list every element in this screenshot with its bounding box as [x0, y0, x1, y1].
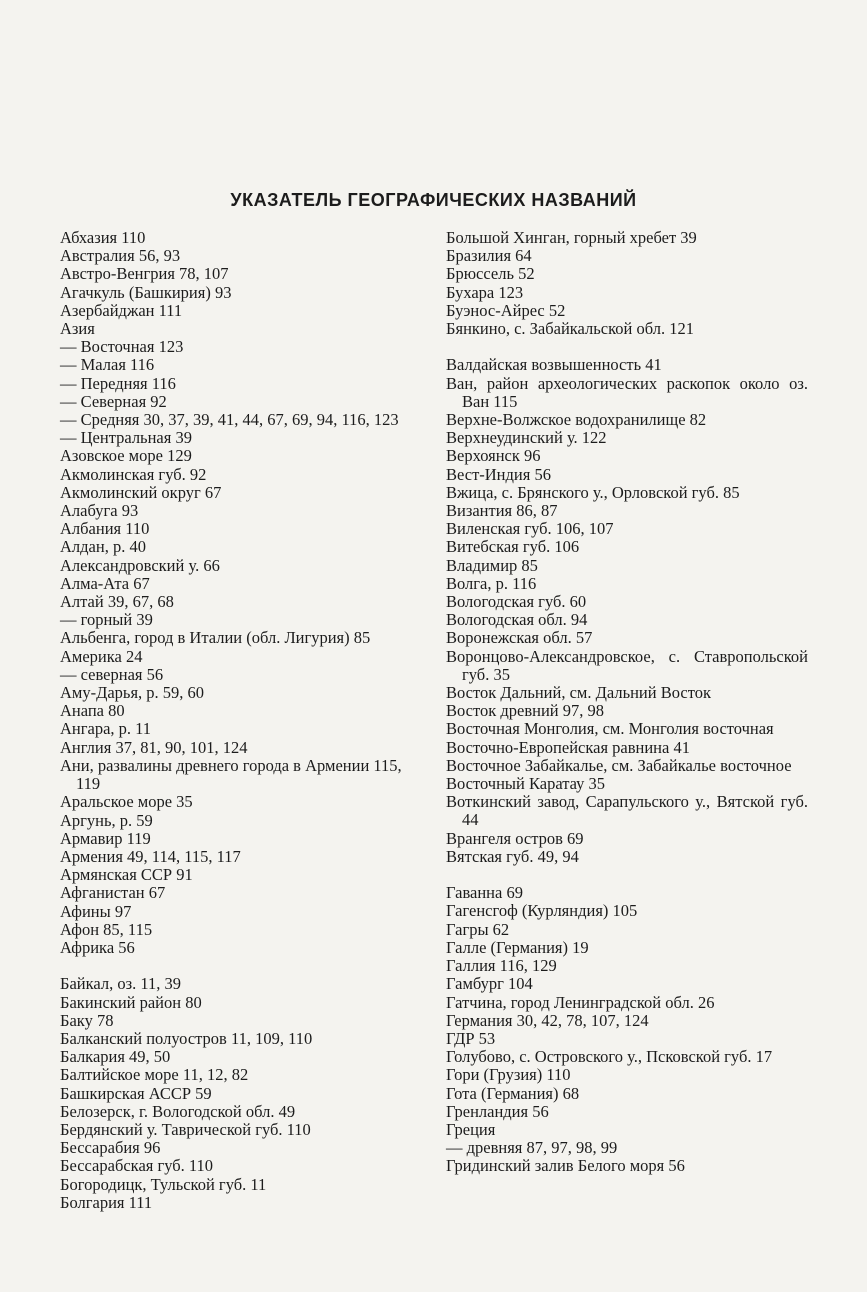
index-entry: Азербайджан 111	[60, 300, 183, 320]
index-entry: Гори (Грузия) 110	[446, 1065, 571, 1085]
index-entry: Владимир 85	[446, 555, 538, 575]
index-entry: — Восточная 123	[60, 337, 184, 357]
index-entry: Болгария 111	[60, 1192, 153, 1212]
index-entry: Верхнеудинский у. 122	[446, 428, 607, 448]
index-column-right	[446, 229, 808, 1176]
index-entry: Бессарабская губ. 110	[60, 1156, 214, 1176]
index-entry: Большой Хинган, горный хребет 39	[446, 228, 697, 247]
index-entry: Голубово, с. Островского у., Псковской губ. 17	[446, 1047, 773, 1067]
index-entry: Азия	[60, 319, 95, 339]
index-entry: Бердянский у. Таврической губ. 110	[60, 1119, 311, 1139]
index-entry: Вест-Индия 56	[446, 464, 551, 484]
index-entry: Вятская губ. 49, 94	[446, 846, 579, 866]
index-entry: Афины 97	[60, 901, 132, 921]
index-entry: Верхоянск 96	[446, 446, 541, 466]
index-column-left	[60, 229, 420, 1212]
index-entry: Анапа 80	[60, 701, 125, 721]
index-entry: Виленская губ. 106, 107	[446, 519, 614, 539]
index-entry: Армавир 119	[60, 828, 151, 848]
index-entry: Бессарабия 96	[60, 1138, 161, 1158]
index-entry: Ангара, р. 11	[60, 719, 152, 739]
index-entry: Афганистан 67	[60, 883, 166, 903]
index-entry: Галле (Германия) 19	[446, 937, 589, 957]
index-entry: Бянкино, с. Забайкальской обл. 121	[446, 319, 694, 339]
index-entry: Бухара 123	[446, 282, 524, 302]
index-entry: Гамбург 104	[446, 974, 533, 994]
index-entry: Аму-Дарья, р. 59, 60	[60, 683, 205, 703]
index-entry: Восточная Монголия, см. Монголия восточная	[446, 719, 774, 739]
letter-group-gap	[446, 866, 808, 884]
index-entry: Бразилия 64	[446, 246, 532, 266]
index-entry: — Центральная 39	[60, 428, 192, 448]
index-entry: Валдайская возвышенность 41	[446, 355, 662, 375]
index-entry: — Передняя 116	[60, 373, 176, 393]
index-entry: Восточный Каратау 35	[446, 774, 606, 794]
index-entry: Алабуга 93	[60, 501, 139, 521]
index-entry: Вологодская губ. 60	[446, 592, 587, 612]
index-entry: Баку 78	[60, 1010, 114, 1030]
index-entry: Верхне-Волжское водохранилище 82	[446, 410, 707, 430]
index-entry: Гренландия 56	[446, 1101, 549, 1121]
letter-group-gap	[60, 957, 420, 975]
index-entry: Америка 24	[60, 646, 143, 666]
index-entry: Восток Дальний, см. Дальний Восток	[446, 683, 711, 703]
index-entry: — Средняя 30, 37, 39, 41, 44, 67, 69, 94, 116, 123	[60, 410, 399, 430]
index-entry: Афон 85, 115	[60, 919, 153, 939]
index-entry: Ван, район археологических раскопок около оз. Ван 115	[446, 373, 808, 411]
index-entry: Агачкуль (Башкирия) 93	[60, 282, 232, 302]
index-entry: Гота (Германия) 68	[446, 1083, 580, 1103]
index-entry: Воткинский завод, Сарапульского у., Вятской губ. 44	[446, 792, 808, 830]
letter-group-gap	[446, 338, 808, 356]
index-entry: Балкария 49, 50	[60, 1047, 171, 1067]
index-entry: Буэнос-Айрес 52	[446, 300, 566, 320]
index-entry: ГДР 53	[446, 1028, 496, 1048]
index-entry: Воронцово-Александровское, с. Ставропольской губ. 35	[446, 646, 808, 684]
index-entry: Австралия 56, 93	[60, 246, 181, 266]
index-entry: Альбенга, город в Италии (обл. Лигурия) 85	[60, 628, 371, 648]
index-entry: Галлия 116, 129	[446, 956, 557, 976]
index-entry: Англия 37, 81, 90, 101, 124	[60, 737, 248, 757]
index-entry: Германия 30, 42, 78, 107, 124	[446, 1010, 649, 1030]
index-entry: Аральское море 35	[60, 792, 193, 812]
index-entry: Ани, развалины древнего города в Армении 115, 119	[60, 755, 402, 794]
index-entry: Балтийское море 11, 12, 82	[60, 1065, 249, 1085]
index-entry: Акмолинская губ. 92	[60, 464, 207, 484]
index-entry: Врангеля остров 69	[446, 828, 584, 848]
index-entry: Воронежская обл. 57	[446, 628, 593, 648]
index-entry: Армянская ССР 91	[60, 865, 193, 885]
index-entry: Абхазия 110	[60, 228, 146, 247]
index-entry: Византия 86, 87	[446, 501, 558, 521]
index-entry: Алма-Ата 67	[60, 573, 150, 593]
index-entry: Акмолинский округ 67	[60, 482, 222, 502]
index-entry: Балканский полуостров 11, 109, 110	[60, 1028, 313, 1048]
index-entry: Албания 110	[60, 519, 150, 539]
index-entry: Гридинский залив Белого моря 56	[446, 1156, 685, 1176]
index-entry: Аргунь, р. 59	[60, 810, 153, 830]
index-entry: Бакинский район 80	[60, 992, 202, 1012]
index-entry: Башкирская АССР 59	[60, 1083, 212, 1103]
index-entry: Гатчина, город Ленинградской обл. 26	[446, 992, 715, 1012]
index-entry: Гагенсгоф (Курляндия) 105	[446, 901, 638, 921]
index-entry: Богородицк, Тульской губ. 11	[60, 1174, 267, 1194]
index-entry: — Северная 92	[60, 391, 167, 411]
index-entry: Азовское море 129	[60, 446, 192, 466]
index-entry: Восточное Забайкалье, см. Забайкалье восточное	[446, 755, 792, 775]
index-entry: Брюссель 52	[446, 264, 535, 284]
index-entry: Белозерск, г. Вологодской обл. 49	[60, 1101, 296, 1121]
index-entry: Гаванна 69	[446, 883, 523, 903]
index-entry: — древняя 87, 97, 98, 99	[446, 1138, 618, 1158]
index-entry: Австро-Венгрия 78, 107	[60, 264, 229, 284]
index-entry: Байкал, оз. 11, 39	[60, 974, 182, 994]
index-entry: Алтай 39, 67, 68	[60, 592, 174, 612]
index-entry: Восточно-Европейская равнина 41	[446, 737, 690, 757]
index-entry: — северная 56	[60, 664, 164, 684]
page-title: УКАЗАТЕЛЬ ГЕОГРАФИЧЕСКИХ НАЗВАНИЙ	[230, 190, 637, 210]
index-entry: Гагры 62	[446, 919, 510, 939]
index-entry: Витебская губ. 106	[446, 537, 580, 557]
index-entry: Восток древний 97, 98	[446, 701, 604, 721]
index-entry: Вжица, с. Брянского у., Орловской губ. 85	[446, 482, 740, 502]
index-entry: Греция	[446, 1119, 496, 1139]
index-entry: Волга, р. 116	[446, 573, 537, 593]
index-entry: — горный 39	[60, 610, 153, 630]
index-entry: Александровский у. 66	[60, 555, 220, 575]
index-entry: Армения 49, 114, 115, 117	[60, 846, 241, 866]
index-entry: Вологодская обл. 94	[446, 610, 588, 630]
index-entry: Алдан, р. 40	[60, 537, 146, 557]
index-entry: Африка 56	[60, 937, 135, 957]
index-entry: — Малая 116	[60, 355, 155, 375]
